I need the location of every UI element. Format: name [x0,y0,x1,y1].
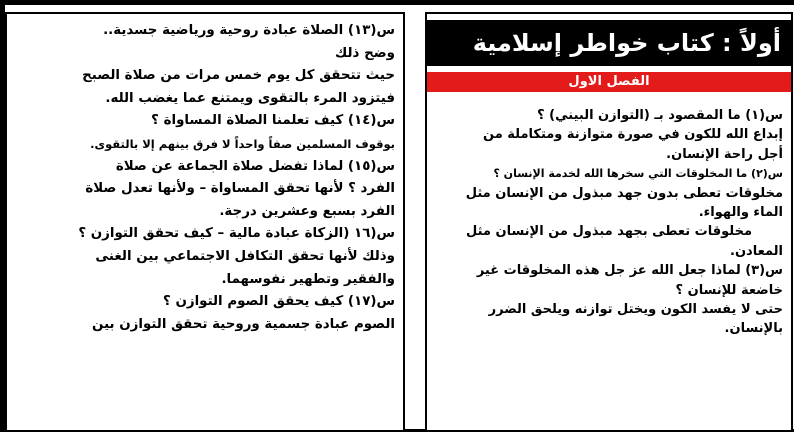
left-column [5,12,405,432]
text-line: بالإنسان. [724,321,783,337]
text-line: س(٣) لماذا جعل الله عز جل هذه المخلوقات غير [476,263,783,279]
text-line: وضح ذلك [335,45,395,61]
text-line: إبداع الله للكون في صورة متوازنة ومتكاملة من [483,127,783,143]
text-line: الماء والهواء. [698,205,783,221]
text-line: بوقوف المسلمين صفاً واحداً لا فرق بينهم إلا بالتقوى. [90,136,395,151]
text-line: خاضعة للإنسان ؟ [675,282,783,298]
text-line: أجل راحة الإنسان. [666,146,783,162]
chapter-label: الفصل الاول [427,72,791,92]
text-line: الفرد ؟ لأنها تحقق المساواة – ولأنها تعدل صلاة [85,181,395,197]
book-title-banner: أولاً : كتاب خواطر إسلامية [427,20,791,66]
text-line: س(١٦ (الزكاة عبادة مالية – كيف تحقق التوازن ؟ [78,226,395,242]
text-line: والفقير وتطهير نفوسهما. [221,271,395,287]
text-line: س(١٣) الصلاة عبادة روحية ورياضية جسدية.. [103,23,395,38]
text-line: الفرد بسبع وعشرين درجة. [219,203,395,219]
text-line: حيث تتحقق كل يوم خمس مرات من صلاة الصبح [82,68,395,84]
text-line: س(١٤) كيف تعلمنا الصلاة المساواة ؟ [151,113,395,129]
document-page [5,5,794,429]
text-line: س(٢) ما المخلوقات التي سخرها الله لخدمة الإنسان ؟ [493,167,783,181]
text-line: المعادن. [730,243,783,259]
right-column-body [427,92,791,339]
text-line: س(١٥) لماذا تفضل صلاة الجماعة عن صلاة [115,158,395,174]
text-line: مخلوقات تعطى بدون جهد مبذول من الإنسان مثل [465,185,783,201]
text-line: فيتزود المرء بالتقوى ويمتنع عما يغضب الله. [105,90,395,106]
text-line: س(١٧) كيف يحقق الصوم التوازن ؟ [163,294,395,310]
text-line: حتى لا يفسد الكون ويختل توازنه ويلحق الضرر [488,302,783,318]
text-line: س(١) ما المقصود بـ (التوازن البيني) ؟ [537,108,783,123]
right-column [425,12,793,432]
text-line: الصوم عبادة جسمية وروحية تحقق التوازن بين [92,316,395,332]
text-line: مخلوقات تعطى بجهد مبذول من الإنسان مثل [465,224,753,240]
text-line: وذلك لأنها تحقق التكافل الاجتماعي بين الغنى [95,248,395,264]
